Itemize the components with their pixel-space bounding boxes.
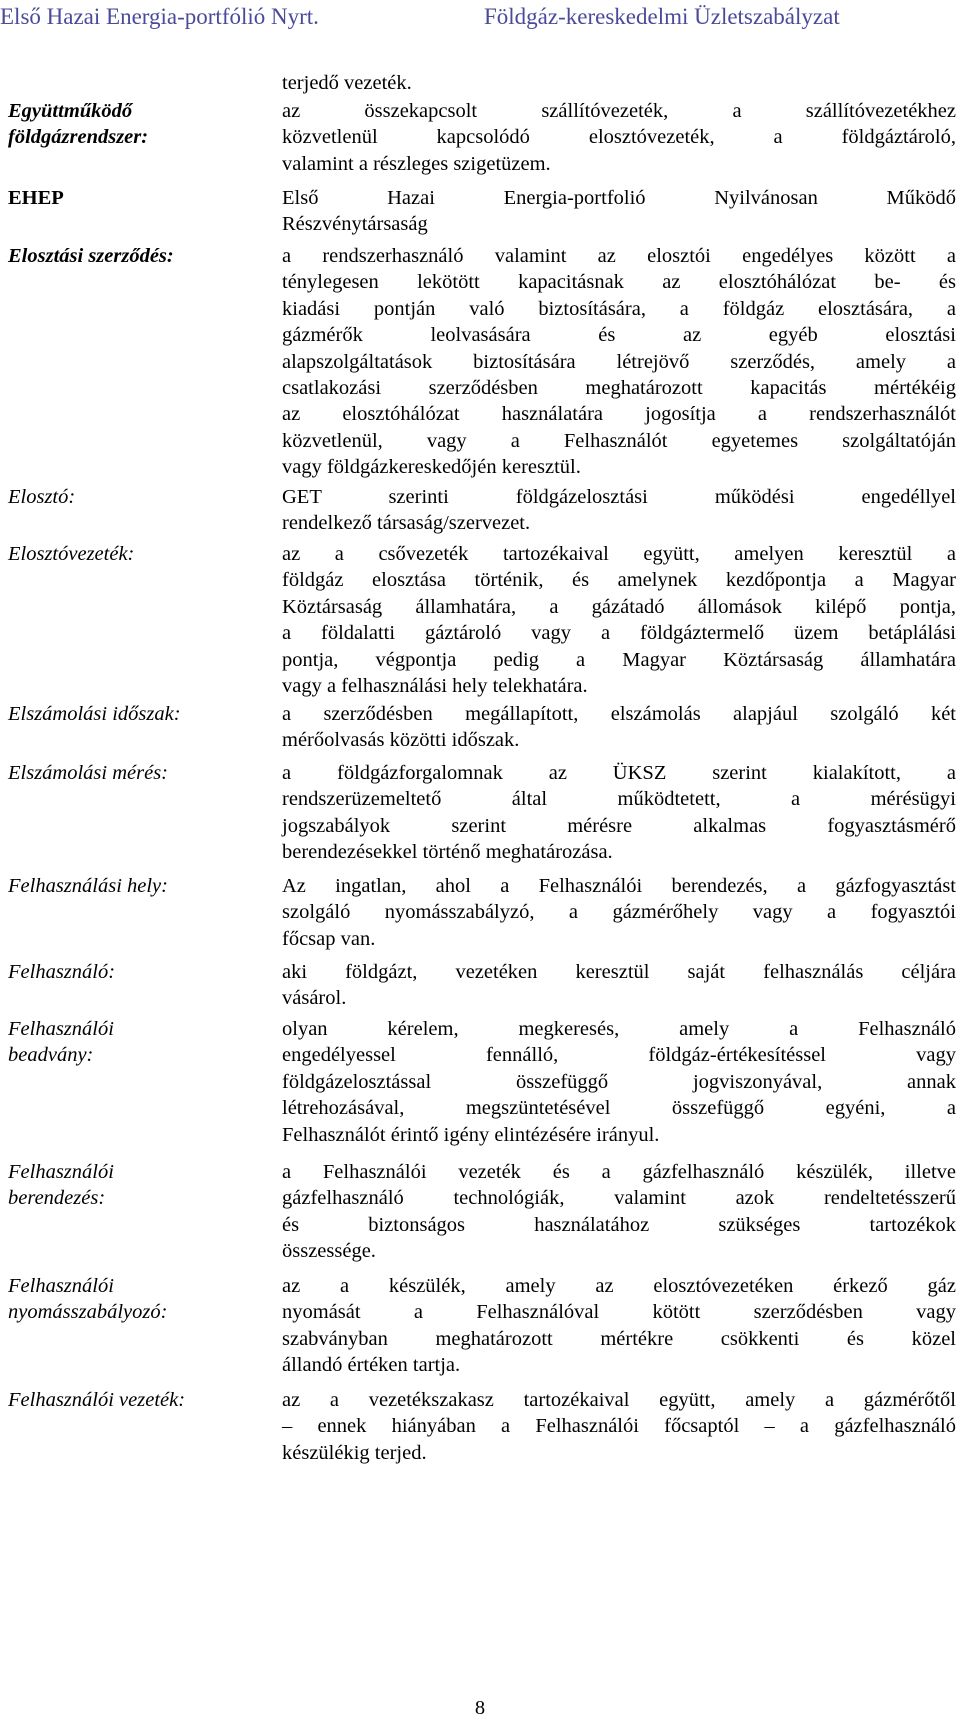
definition-term [8,1016,270,1069]
definition-line: gázfelhasználó technológiák, valamint azok rendeltetésszerű [282,1187,956,1210]
definition-line: a földalatti gáztároló vagy a földgáztermelő üzem betáplálási [282,622,956,645]
definition-line: szolgáló nyomásszabályzó, a gázmérőhely vagy a fogyasztói [282,901,956,924]
term-line: berendezés: [8,1187,106,1210]
definition-text [282,98,956,177]
definition-line: az elosztóhálózat használatára jogosítja a rendszerhasználót [282,403,956,426]
definition-line: a Felhasználói vezeték és a gázfelhasználó készülék, illetve [282,1161,956,1183]
definition-line: az a vezetékszakasz tartozékaival együtt, amely a gázmérőtől [282,1389,956,1411]
definition-line: létrehozásával, megszüntetésével összefüggő egyéni, a [282,1097,956,1120]
definition-line: az összekapcsolt szállítóvezeték, a szállítóvezetékhez [282,100,956,122]
definition-line: csatlakozási szerződésben meghatározott kapacitás mértékéig [282,376,956,399]
definition-text [282,1387,956,1466]
definition-term [8,185,270,211]
definition-text [282,70,956,96]
definition-text [282,1016,956,1148]
definition-line: rendelkező társaság/szervezet. [282,512,531,535]
term-line: Elosztóvezeték: [8,543,135,565]
definition-line: és biztonságos használatához szükséges tartozékok [282,1213,956,1236]
definition-line: kiadási pontján való biztosítására, a földgáz elosztására, a [282,297,956,320]
definition-line: szabványban meghatározott mértékre csökkenti és közel [282,1327,956,1350]
definition-line: vásárol. [282,987,347,1010]
definition-term [8,760,270,786]
definition-term [8,1387,270,1413]
term-line: Elszámolási időszak: [8,703,181,725]
definition-line: Részvénytársaság [282,213,428,236]
term-line: Elosztó: [8,486,76,508]
definition-line: Felhasználót érintő igény elintézésére irányul. [282,1123,660,1146]
definition-line: engedélyessel fennálló, földgáz-értékesítéssel vagy [282,1044,956,1067]
definition-line: GET szerinti földgázelosztási működési engedéllyel [282,486,956,508]
definition-line: mérőolvasás közötti időszak. [282,729,520,752]
definition-line: a rendszerhasználó valamint az elosztói engedélyes között a [282,245,956,267]
term-line: Felhasználói [8,1161,114,1183]
definition-line: főcsap van. [282,927,376,950]
definition-line: az a csővezeték tartozékaival együtt, amelyen keresztül a [282,543,956,565]
page-header [0,0,960,46]
definition-line: az a készülék, amely az elosztóvezetéken érkező gáz [282,1275,956,1297]
definition-line: Köztársaság államhatára, a gázátadó állomások kilépő pontja, [282,595,956,618]
term-line: Felhasználási hely: [8,875,168,897]
term-line: Felhasználó: [8,961,116,983]
definition-term [8,243,270,269]
definition-line: Első Hazai Energia-portfolió Nyilvánosan Működő [282,187,956,209]
definition-line: ténylegesen lekötött kapacitásnak az elosztóhálózat be- és [282,271,956,294]
definition-line: földgáz elosztása történik, és amelynek kezdőpontja a Magyar [282,569,956,592]
definition-line: pontja, végpontja pedig a Magyar Köztársaság államhatára [282,648,956,671]
definition-text [282,760,956,866]
term-line: Együttműködő [8,100,133,122]
definition-line: vagy a felhasználási hely telekhatára. [282,674,588,697]
definition-line: nyomását a Felhasználóval kötött szerződésben vagy [282,1301,956,1324]
definition-term [8,98,270,151]
term-line: Elszámolási mérés: [8,762,169,784]
definition-line: a földgázforgalomnak az ÜKSZ szerint kialakított, a [282,762,956,784]
definition-text [282,701,956,754]
definition-line: a szerződésben megállapított, elszámolás alapjául szolgáló két [282,703,956,725]
definition-term [8,541,270,567]
header-company-name: Első Hazai Energia-portfólió Nyrt. [0,4,319,29]
definition-term [8,959,270,985]
definition-line: berendezésekkel történő meghatározása. [282,841,613,864]
term-line: Felhasználói [8,1018,114,1040]
definition-text [282,484,956,537]
term-line: földgázrendszer: [8,126,149,149]
definition-term [8,701,270,727]
definition-line: valamint a részleges szigetüzem. [282,152,551,175]
term-line: Elosztási szerződés: [8,245,174,267]
definition-line: állandó értéken tartja. [282,1354,461,1377]
definition-line: aki földgázt, vezetéken keresztül saját felhasználás céljára [282,961,956,983]
header-document-title: Földgáz-kereskedelmi Üzletszabályzat [484,4,840,29]
definition-line: Az ingatlan, ahol a Felhasználói berendezés, a gázfogyasztást [282,875,956,897]
definition-line: földgázelosztással összefüggő jogviszonyával, annak [282,1070,956,1093]
definition-text [282,1273,956,1379]
definition-line: közvetlenül, vagy a Felhasználót egyetemes szolgáltatóján [282,429,956,452]
definition-line: jogszabályok szerint mérésre alkalmas fogyasztásmérő [282,814,956,837]
term-line: Felhasználói [8,1275,114,1297]
term-line: EHEP [8,187,64,209]
definition-term [8,484,270,510]
definition-text [282,873,956,952]
definition-line: alapszolgáltatások biztosítására létrejövő szerződés, amely a [282,350,956,373]
definition-line: rendszerüzemeltető által működtetett, a mérésügyi [282,788,956,811]
definition-term [8,1159,270,1212]
definition-line: – ennek hiányában a Felhasználói főcsaptól – a gázfelhasználó [282,1415,956,1438]
definition-text [282,1159,956,1265]
definition-line: gázmérők leolvasására és az egyéb elosztási [282,324,956,347]
definition-line: olyan kérelem, megkeresés, amely a Felhasználó [282,1018,956,1040]
definition-line: terjedő vezeték. [282,72,412,94]
definition-term [8,1273,270,1326]
definition-line: vagy földgázkereskedőjén keresztül. [282,456,581,479]
definition-line: közvetlenül kapcsolódó elosztóvezeték, a földgáztároló, [282,126,956,149]
definition-text [282,959,956,1012]
term-line: nyomásszabályozó: [8,1301,168,1324]
page-number: 8 [474,1697,486,1719]
definition-line: készülékig terjed. [282,1441,427,1464]
definition-text [282,185,956,238]
term-line: Felhasználói vezeték: [8,1389,186,1411]
term-line: beadvány: [8,1044,94,1067]
definition-text [282,243,956,481]
definition-text [282,541,956,699]
definition-term [8,873,270,899]
definition-line: összessége. [282,1240,376,1263]
